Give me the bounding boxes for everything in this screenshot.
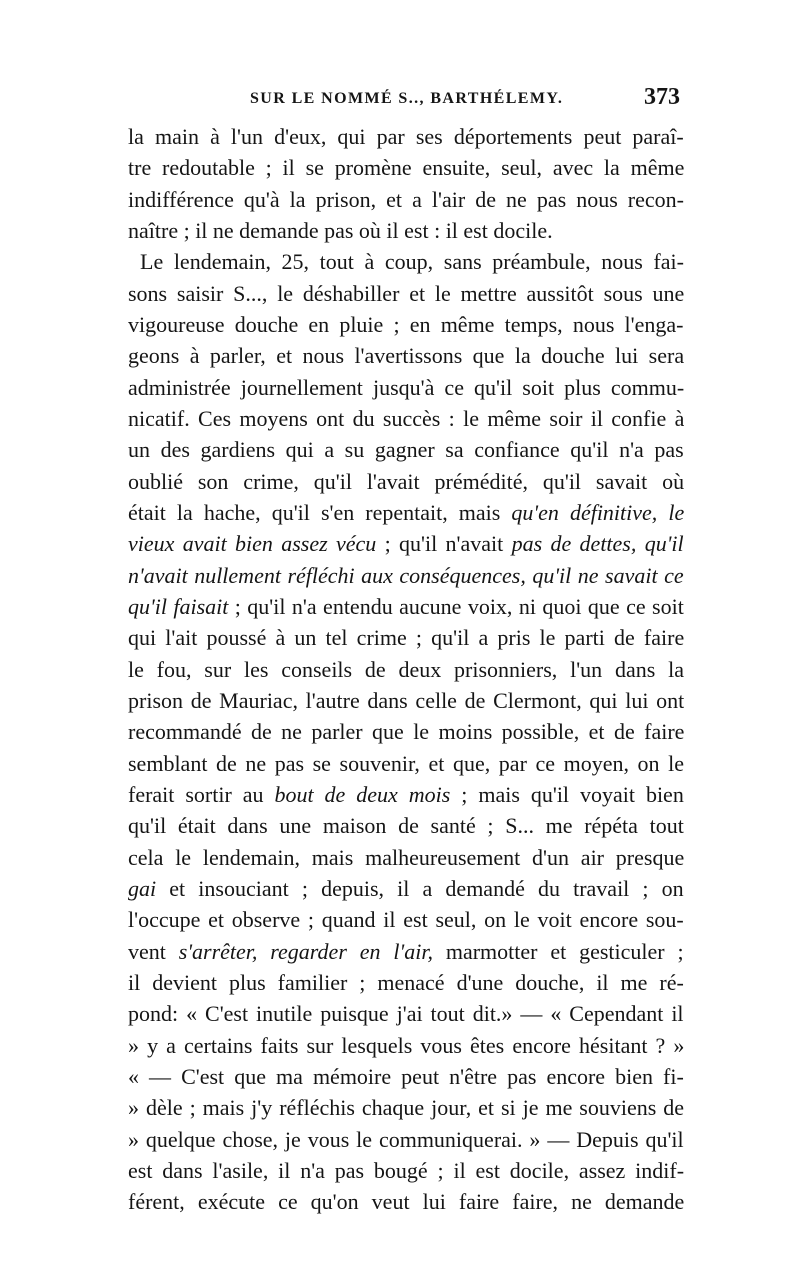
- italic-text-segment: qu'en définitive, le: [511, 499, 684, 525]
- italic-text-segment: qu'il faisait: [128, 593, 229, 619]
- text-line: [128, 716, 684, 747]
- text-line: [128, 560, 684, 591]
- italic-text-segment: gai: [128, 875, 157, 901]
- text-segment: » y a certains faits sur lesquels vous êtes encore hésitant ? »: [128, 1032, 684, 1058]
- text-line: [128, 591, 684, 622]
- text-line: [128, 309, 684, 340]
- text-segment: le fou, sur les conseils de deux prisonniers, l'un dans la: [128, 656, 684, 682]
- text-segment: ; qu'il n'a entendu aucune voix, ni quoi que ce soit: [228, 593, 684, 619]
- text-line: [128, 685, 684, 716]
- text-line: [128, 904, 684, 935]
- page-header: [130, 84, 682, 116]
- text-segment: il devient plus familier ; menacé d'une douche, il me ré-: [128, 969, 684, 995]
- text-segment: férent, exécute ce qu'on veut lui faire faire, ne demande: [128, 1189, 684, 1215]
- page-number: 373: [644, 84, 680, 110]
- text-segment: recommandé de ne parler que le moins possible, et de faire: [128, 719, 684, 745]
- text-segment: semblant de ne pas se souvenir, et que, par ce moyen, on le: [128, 750, 684, 776]
- text-segment: un des gardiens qui a su gagner sa confiance qu'il n'a pas: [128, 437, 684, 463]
- text-line: [128, 654, 684, 685]
- text-segment: est dans l'asile, il n'a pas bougé ; il est docile, assez indif-: [128, 1157, 684, 1183]
- text-segment: qu'il était dans une maison de santé ; S... me répéta tout: [128, 813, 684, 839]
- text-line: [128, 779, 684, 810]
- text-line: [128, 497, 684, 528]
- text-segment: nicatif. Ces moyens ont du succès : le même soir il confie à: [128, 405, 684, 431]
- text-segment: vent: [128, 938, 179, 964]
- text-line: [128, 278, 684, 309]
- text-line: [128, 1155, 684, 1186]
- italic-text-segment: vieux avait bien assez vécu: [128, 531, 377, 557]
- text-segment: qui l'ait poussé à un tel crime ; qu'il a pris le parti de faire: [128, 625, 684, 651]
- text-segment: » dèle ; mais j'y réfléchis chaque jour, et si je me souviens de: [128, 1095, 684, 1121]
- text-segment: Le lendemain, 25, tout à coup, sans préambule, nous fai-: [140, 249, 684, 275]
- text-segment: prison de Mauriac, l'autre dans celle de Clermont, qui lui ont: [128, 687, 684, 713]
- italic-text-segment: bout de deux mois: [274, 781, 451, 807]
- text-line: [128, 1092, 684, 1123]
- text-segment: vigoureuse douche en pluie ; en même temps, nous l'enga-: [128, 311, 684, 337]
- text-segment: » quelque chose, je vous le communiquerai. » — Depuis qu'il: [128, 1126, 684, 1152]
- text-line: [128, 967, 684, 998]
- text-line: [128, 184, 684, 215]
- text-segment: indifférence qu'à la prison, et a l'air de ne pas nous recon-: [128, 186, 684, 212]
- text-segment: oublié son crime, qu'il l'avait prémédité, qu'il savait où: [128, 468, 684, 494]
- text-line: [128, 434, 684, 465]
- body-text: [128, 121, 684, 1217]
- text-segment: marmotter et gesticuler ;: [432, 938, 684, 964]
- text-line: [128, 372, 684, 403]
- text-line: [128, 622, 684, 653]
- text-segment: ; qu'il n'avait: [376, 531, 512, 557]
- text-segment: administrée journellement jusqu'à ce qu'il soit plus commu-: [128, 374, 684, 400]
- running-title: SUR LE NOMMÉ S.., BARTHÉLEMY.: [250, 90, 564, 107]
- text-line: [128, 152, 684, 183]
- text-segment: était la hache, qu'il s'en repentait, mais: [128, 499, 512, 525]
- text-line: [128, 466, 684, 497]
- italic-text-segment: s'arrêter, regarder en l'air,: [178, 938, 433, 964]
- text-line: [128, 1061, 684, 1092]
- text-segment: et insouciant ; depuis, il a demandé du travail ; on: [156, 875, 684, 901]
- text-segment: l'occupe et observe ; quand il est seul, on le voit encore sou-: [128, 907, 684, 933]
- text-segment: « — C'est que ma mémoire peut n'être pas encore bien fi-: [128, 1063, 684, 1089]
- text-line: [128, 246, 684, 277]
- text-line: [128, 121, 684, 152]
- text-line: [128, 1030, 684, 1061]
- text-segment: naître ; il ne demande pas où il est : il est docile.: [128, 217, 553, 243]
- italic-text-segment: pas de dettes, qu'il: [511, 531, 684, 557]
- text-line: [128, 936, 684, 967]
- text-line: [128, 998, 684, 1029]
- italic-text-segment: n'avait nullement réfléchi aux conséquences, qu'il ne savait ce: [128, 562, 684, 588]
- text-line: [128, 1124, 684, 1155]
- text-line: [128, 1186, 684, 1217]
- text-segment: ferait sortir au: [128, 781, 275, 807]
- text-line: [128, 340, 684, 371]
- text-line: [128, 873, 684, 904]
- text-line: [128, 842, 684, 873]
- text-line: [128, 810, 684, 841]
- text-segment: tre redoutable ; il se promène ensuite, seul, avec la même: [128, 155, 684, 181]
- text-segment: la main à l'un d'eux, qui par ses déportements peut paraî-: [128, 124, 684, 149]
- text-line: [128, 403, 684, 434]
- text-segment: geons à parler, et nous l'avertissons que la douche lui sera: [128, 343, 684, 369]
- text-line: [128, 748, 684, 779]
- text-segment: cela le lendemain, mais malheureusement d'un air presque: [128, 844, 684, 870]
- text-segment: pond: « C'est inutile puisque j'ai tout dit.» — « Cependant il: [128, 1001, 684, 1027]
- text-line: [128, 528, 684, 559]
- text-segment: sons saisir S..., le déshabiller et le mettre aussitôt sous une: [128, 280, 684, 306]
- text-line: [128, 215, 684, 246]
- text-segment: ; mais qu'il voyait bien: [450, 781, 684, 807]
